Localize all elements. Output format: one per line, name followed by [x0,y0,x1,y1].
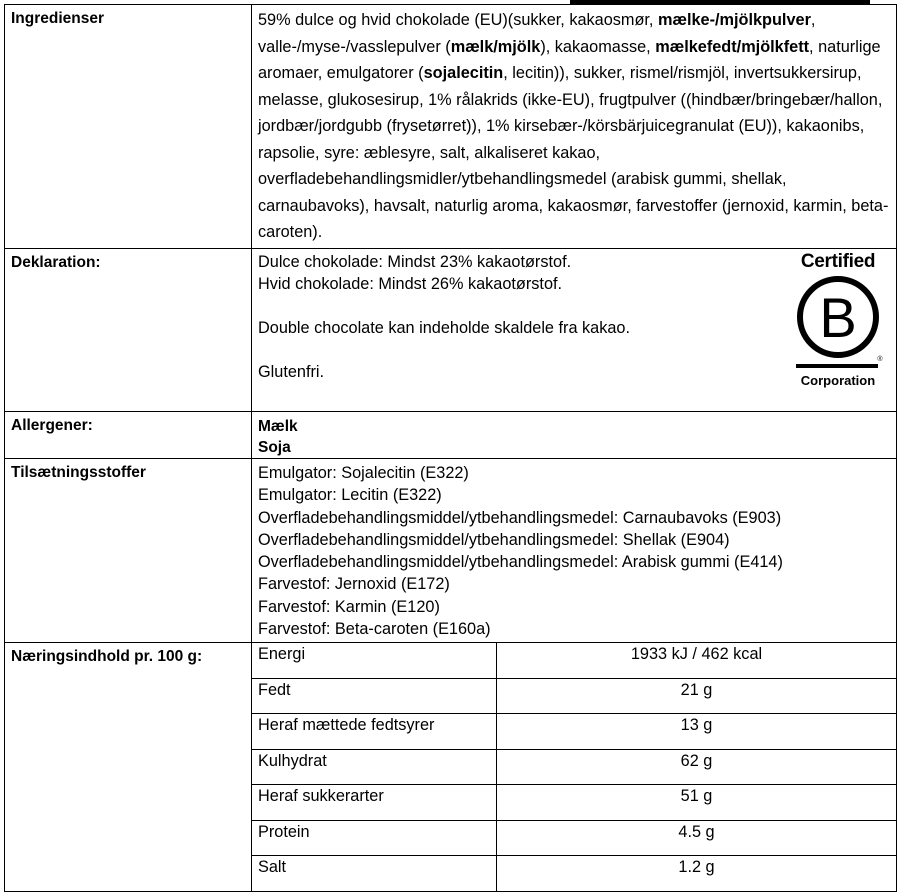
additive-item: Farvestof: Jernoxid (E172) [258,575,450,594]
ingredients-label: Ingredienser [5,5,252,249]
nutrient-name: Kulhydrat [252,749,497,785]
nutrient-name: Heraf mættede fedtsyrer [252,714,497,750]
additive-item: Emulgator: Sojalecitin (E322) [258,464,469,482]
ingredient-text-segment: 59% dulce og hvid chokolade (EU)(sukker, kakaosmør, [258,11,658,29]
additives-list [252,459,897,643]
allergens-row [5,412,897,459]
ingredient-allergen-bold: sojalecitin [423,64,504,82]
additive-item: Overfladebehandlingsmiddel/ytbehandlingsmedel: Shellak (E904) [258,530,730,549]
additives-label: Tilsætningsstoffer [5,459,252,643]
table-row [252,856,896,891]
ingredient-allergen-bold: mælke-/mjölkpulver [657,11,811,29]
nutrient-name: Energi [252,643,497,678]
nutrient-value: 62 g [497,749,897,785]
allergens-list [252,412,897,459]
additive-item: Overfladebehandlingsmiddel/ytbehandlingsmedel: Carnaubavoks (E903) [258,508,782,527]
ingredient-text-segment: , valle-/myse-/vasslepulver ( [258,11,816,56]
additive-item: Overfladebehandlingsmiddel/ytbehandlingsmedel: Arabisk gummi (E414) [258,553,783,572]
declaration-text [252,249,897,412]
nutrient-value: 21 g [497,678,897,714]
declaration-label: Deklaration: [5,249,252,412]
nutrient-name: Heraf sukkerarter [252,785,497,821]
b-corp-logo [792,251,884,389]
additive-item: Farvestof: Karmin (E120) [258,597,440,616]
additive-item: Farvestof: Beta-caroten (E160a) [258,620,491,639]
table-row [252,678,896,714]
table-row [252,643,896,678]
nutrient-name: Fedt [252,678,497,714]
additive-item: Emulgator: Lecitin (E322) [258,486,442,505]
nutrient-value: 1933 kJ / 462 kcal [497,643,897,678]
registered-mark: ® [877,356,883,363]
declaration-row [5,249,897,412]
nutrient-value: 4.5 g [497,820,897,856]
ingredients-text [252,5,897,249]
nutrition-table [252,643,896,891]
table-row [252,749,896,785]
nutrient-name: Protein [252,820,497,856]
b-corp-letter: B [819,286,857,349]
ingredient-text-segment: , lecitin)), sukker, rismel/rismjöl, invertsukkersirup, melasse, glukosesirup, 1% rålakrids (ikke-EU), frugtpulver ((hindbær/bringebær/hallon, jordbær/jordgubb (frysetørret)), 1% kirsebær-/körsbärjuicegranulat (EU)), kakaonibs, rapsolie, syre: æblesyre, salt, alkaliseret kakao, overfladebehandlingsmidler/ytbehandlingsmedel (arabisk gummi, shellak, carnaubavoks), havsalt, naturlig aroma, kakaosmør, farvestoffer (jernoxid, karmin, beta-caroten). [258,64,889,241]
declaration-line-4: Glutenfri. [258,363,325,381]
allergen-item: Mælk [258,418,298,435]
b-corp-corporation-text: Corporation [800,373,876,388]
additives-row [5,459,897,643]
ingredients-row [5,5,897,249]
table-row [252,785,896,821]
ingredient-text-segment: , naturlige aromaer, emulgatorer ( [258,37,881,82]
allergen-item: Soja [258,439,291,456]
b-corp-certified-text: Certified [800,251,876,272]
ingredient-allergen-bold: mælk/mjölk [450,37,541,56]
declaration-line-2: Hvid chokolade: Mindst 26% kakaotørstof. [258,275,563,293]
table-row [252,714,896,750]
declaration-line-1: Dulce chokolade: Mindst 23% kakaotørstof. [258,253,572,271]
allergens-label: Allergener: [5,412,252,459]
product-spec-table [4,4,897,892]
nutrition-table-cell [252,643,897,892]
b-corp-circle-icon [792,275,884,373]
nutrition-row [5,643,897,892]
nutrient-value: 13 g [497,714,897,750]
ingredient-allergen-bold: mælkefedt/mjölkfett [655,37,810,56]
declaration-line-3: Double chocolate kan indeholde skaldele fra kakao. [258,319,631,337]
ingredient-text-segment: ), kakaomasse, [540,37,656,56]
nutrient-name: Salt [252,856,497,891]
table-row [252,820,896,856]
nutrition-label: Næringsindhold pr. 100 g: [5,643,252,892]
nutrient-value: 51 g [497,785,897,821]
nutrient-value: 1.2 g [497,856,897,891]
